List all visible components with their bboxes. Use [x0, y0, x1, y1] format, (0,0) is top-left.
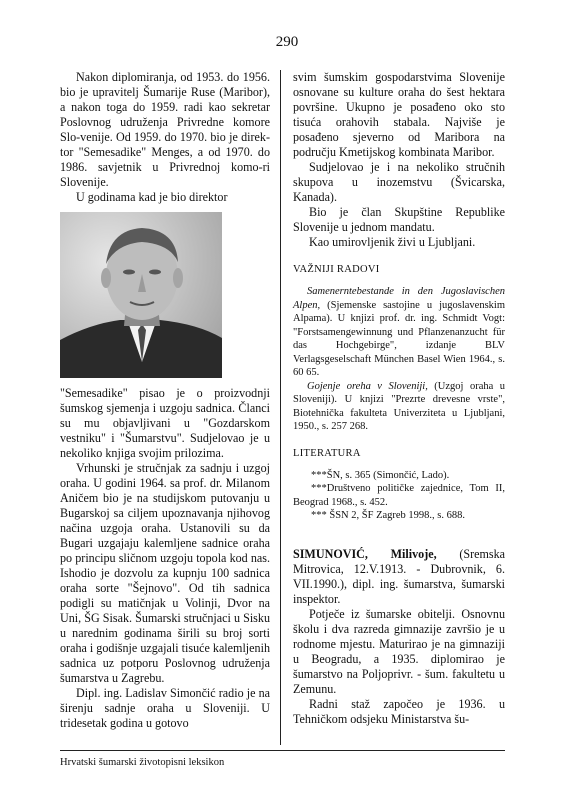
work-details: (Sjemenske sastojine u jugoslavenskim Alpama). U knjizi prof. dr. ing. Schmidt Vogt: "Forstsamengewinnung und Pflanzenanzucht für das Hochgebirge", izdanje BLV Verlagsgeselschaft München Basel Wien 1964., s. 60 65. — [293, 299, 505, 378]
literature-list — [293, 469, 505, 523]
right-column — [293, 70, 505, 727]
work-item — [293, 285, 505, 380]
works-list — [293, 285, 505, 434]
paragraph: Potječe iz šumarske obitelji. Osnovnu školu i dva razreda gimnazije završio je u rodnome mjestu. Maturirao je na gimnaziji u Beogradu, a 1935. diplomirao je šumarstvo na Poljoprivr. - šum. fakultetu u Zemunu. — [293, 606, 505, 696]
paragraph: Bio je član Skupštine Republike Slovenije u jednom mandatu. — [293, 205, 505, 234]
entry — [293, 547, 505, 727]
paragraph: Nakon diplomiranja, od 1953. do 1956. bio je upravitelj Šumarije Ruse (Maribor), a nakon toga do 1959. radi kao sekretar Poslovnog udruženja Privredne komore Slo-venije. Od 1959. do 1970. bio je direk-tor "Semesadike" Menges, a od 1970. do 1986. savjetnik u Privrednoj komo-ri Slovenije. — [60, 70, 270, 189]
footer-rule — [60, 750, 505, 751]
work-details: (Uzgoj oraha u Sloveniji). U knjizi "Prezrte drevesne vrste", Biotehnička fakulteta Univerziteta u Ljubljani, 1950., s. 257 268. — [293, 380, 505, 432]
portrait-photo — [60, 212, 222, 378]
entry-name: SIMUNOVIĆ, Milivoje, — [293, 546, 437, 561]
literature-item: *** ŠSN 2, ŠF Zagreb 1998., s. 688. — [311, 510, 466, 521]
literature-item: ***Društveno političke zajednice, Tom II, Beograd 1968., s. 452. — [293, 483, 505, 508]
literature-item: ***ŠN, s. 365 (Simončić, Lado). — [311, 469, 450, 481]
paragraph: "Semesadike" pisao je o proizvodnji šumskog sjemenja i uzgoju sadnica. Članci su mu objavljivani u "Gozdarskom vestniku" i "Šumarstvu". Sudjelovao je u nekoliko knjiga svojim prilozima. — [60, 386, 270, 460]
left-column — [60, 70, 270, 731]
paragraph: U godinama kad je bio direktor — [76, 190, 228, 204]
paragraph: svim šumskim gospodarstvima Slovenije osnovane su kulture oraha do šest hektara površine. Ukupno je posađeno oko sto tisuća orahovih stabala. Najviše je posađeno sjeverno od Maribora na području Kmetijskog kombinata Maribor. — [293, 70, 505, 159]
entry-header — [293, 547, 505, 607]
work-title: Gojenje oreha v Sloveniji, — [307, 380, 428, 392]
page-number: 290 — [275, 34, 299, 50]
paragraph: Radni staž započeo je 1936. u Tehničkom odsjeku Ministarstva šu- — [293, 696, 505, 726]
entry-details: (Sremska Mitrovica, 12.V.1913. - Dubrovnik, 6. VII.1990.), dipl. ing. šumarstva, šumarski inspektor. — [293, 546, 505, 606]
paragraph: Vrhunski je stručnjak za sadnju i uzgoj oraha. U godini 1964. sa prof. dr. Milanom Aničem bio je na studijskom putovanju u Bugarskoj sa ciljem upoznavanja njihovog načina uzgoja oraha. Ustanovili su da Bugari uzgajaju kalemljene sadnice oraha po principu sličnom uzgoju topola kod nas. Ishodio je dozvolu za kupnju 100 sadnica oraha sorte "Šejnovo". Od tih sadnica podigli su matičnjak u Volinji, Dvor na Uni, ŠG Sisak. Šumarski stručnjaci u Sisku u narednim godinama širili su broj sorti oraha i godišnje uzgajali tisuće kalemljenih sadnica uz potporu Poslovnog udruženja šumarstva u Zagrebu. — [60, 461, 270, 685]
literature-heading: LITERATURA — [293, 447, 361, 459]
work-item — [293, 380, 505, 434]
paragraph: Sudjelovao je i na nekoliko stručnih skupova u inozemstvu (Švicarska, Kanada). — [293, 160, 505, 204]
column-divider — [280, 70, 281, 745]
footer: Hrvatski šumarski životopisni leksikon — [60, 757, 225, 768]
paragraph: Kao umirovljenik živi u Ljubljani. — [309, 235, 476, 249]
paragraph: Dipl. ing. Ladislav Simončić radio je na širenju sadnje oraha u Sloveniji. U tridesetak godina u gotovo — [60, 686, 270, 730]
work-title: Samenerntebestande in den Jugoslavischen Alpen, — [293, 286, 505, 311]
works-heading: VAŽNIJI RADOVI — [293, 264, 380, 275]
